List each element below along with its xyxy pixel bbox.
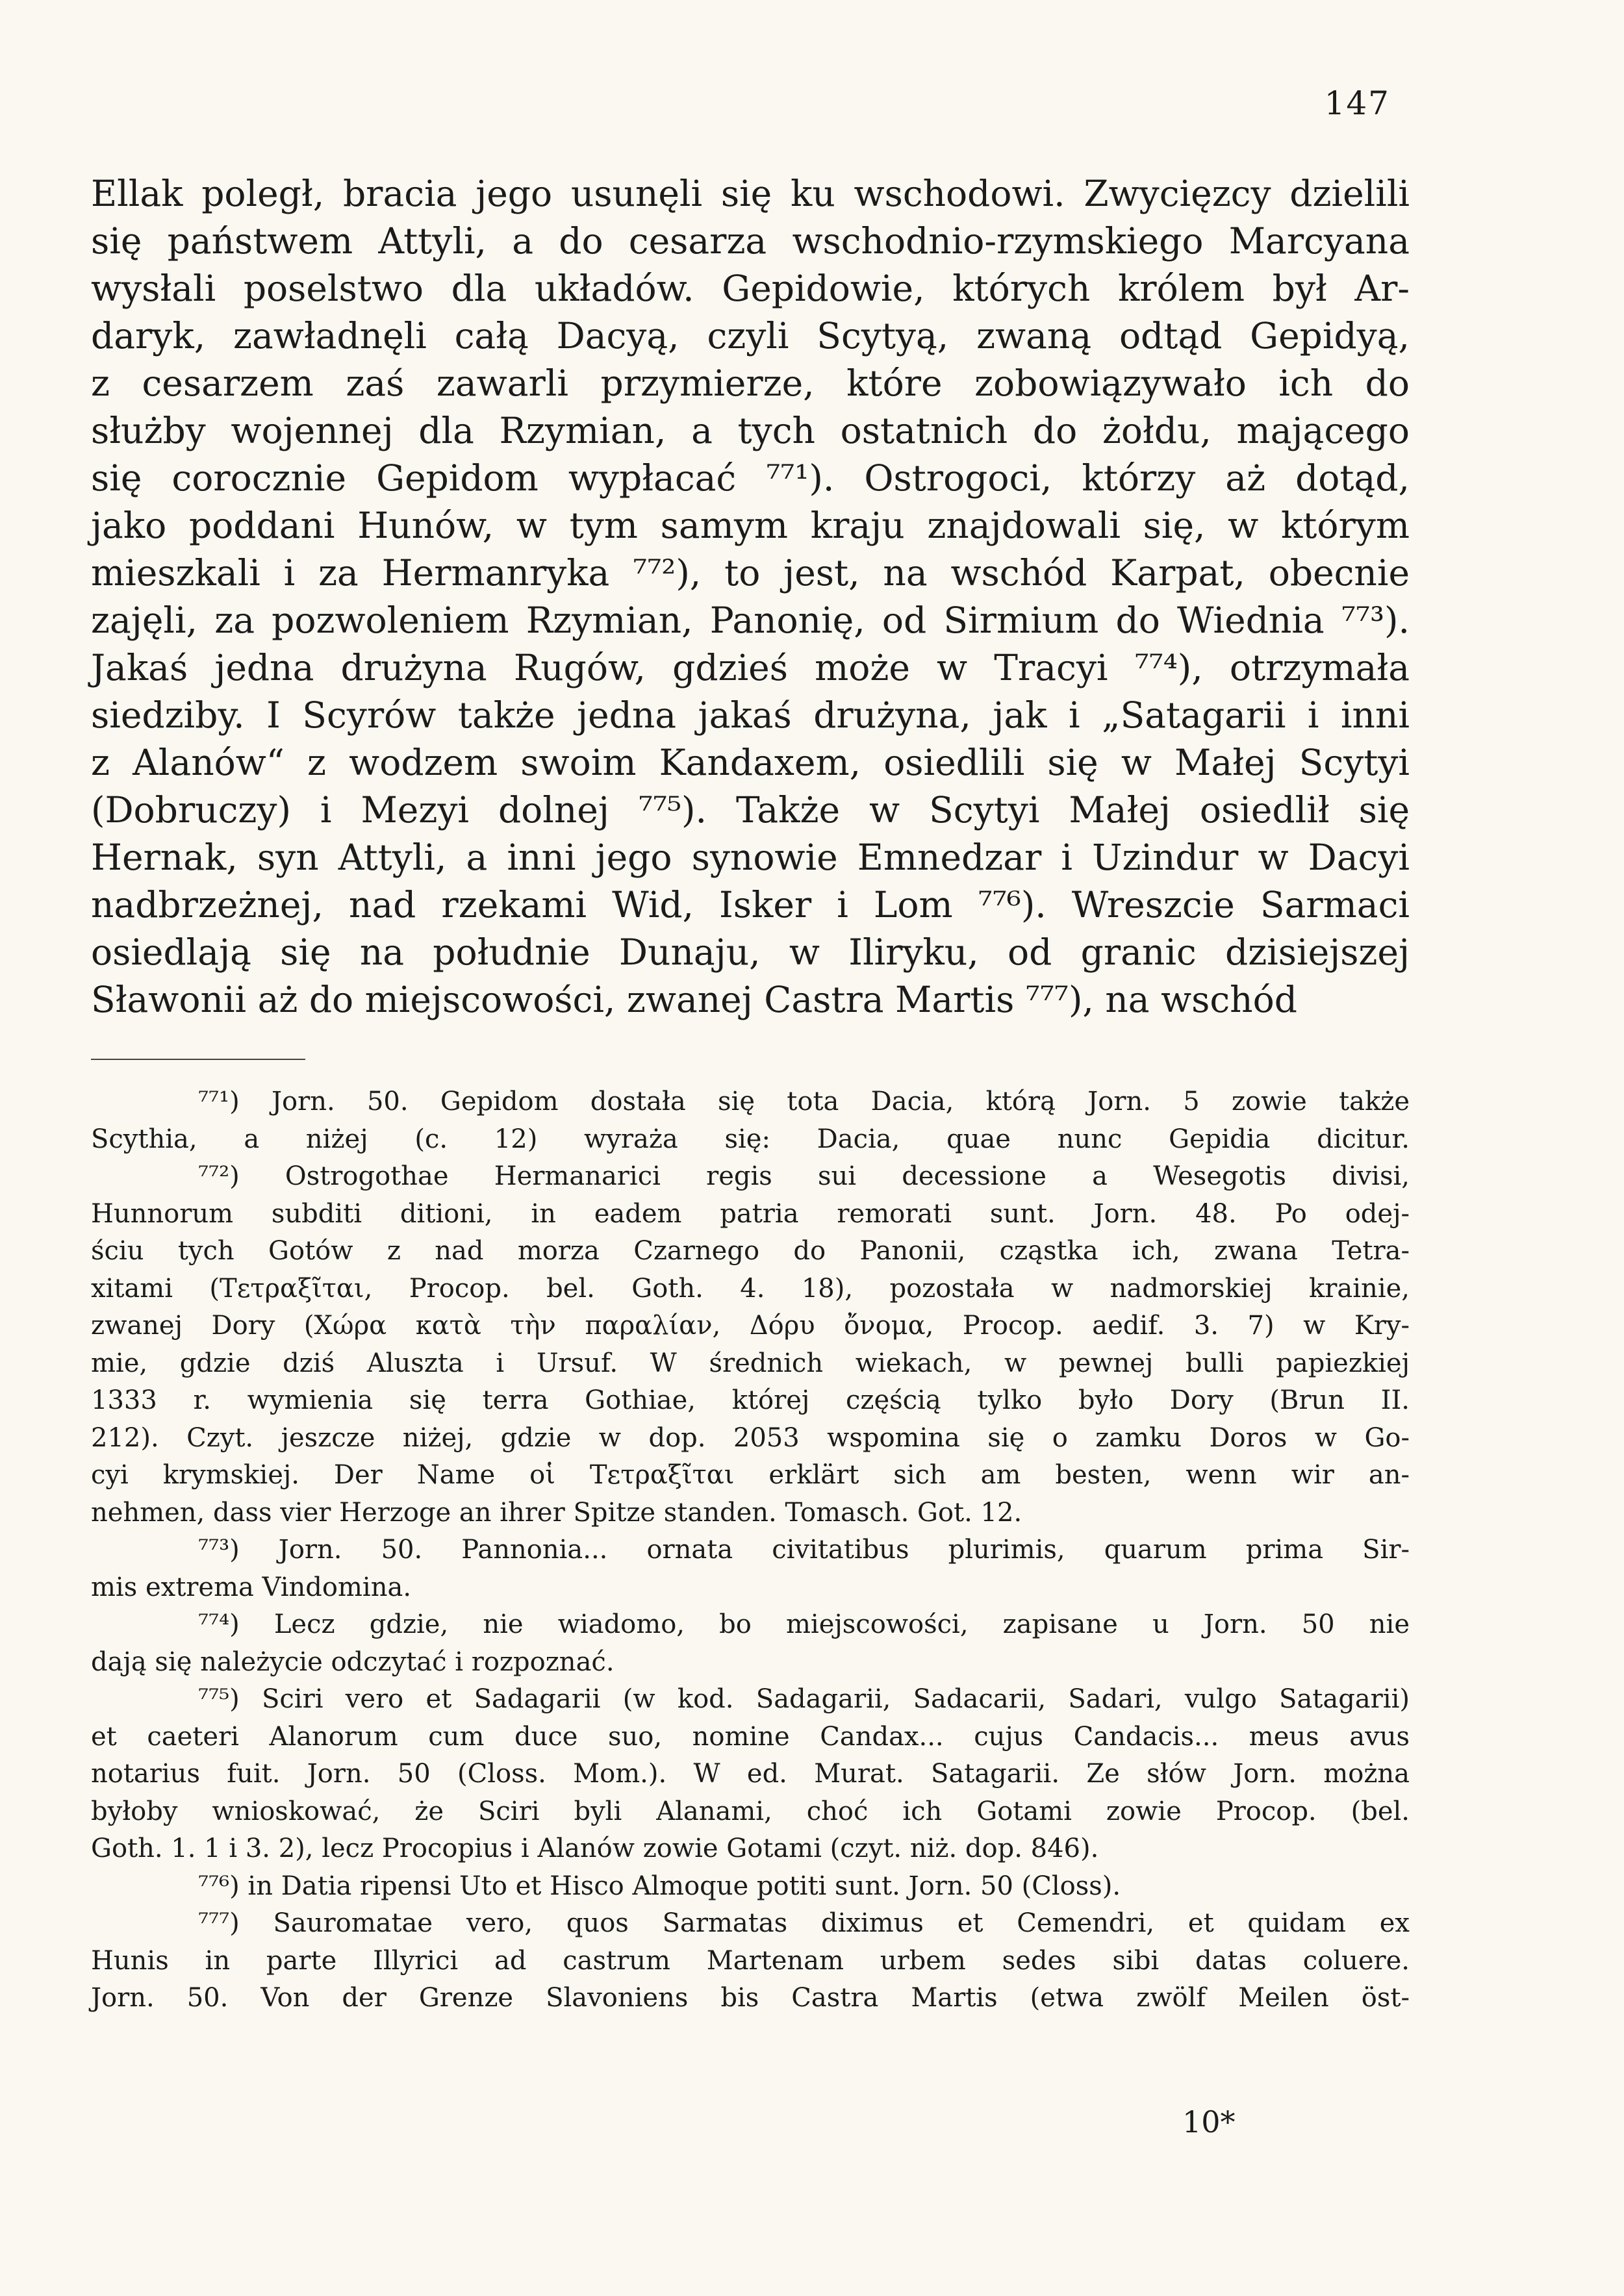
footnote-line: ściu tych Gotów z nad morza Czarnego do Panonii, cząstka ich, zwana Tetra-: [91, 1236, 1410, 1266]
footnote-line: ⁷⁷³) Jorn. 50. Pannonia... ornata civitatibus plurimis, quarum prima Sir-: [198, 1535, 1410, 1565]
footnote-line: mis extrema Vindomina.: [91, 1572, 412, 1602]
text-line: siedziby. I Scyrów także jedna jakaś drużyna, jak i „Satagarii i inni: [91, 694, 1410, 736]
text-line: służby wojennej dla Rzymian, a tych ostatnich do żołdu, mającego: [91, 410, 1410, 451]
text-line: mieszkali i za Hermanryka ⁷⁷²), to jest, na wschód Karpat, obecnie: [91, 552, 1410, 594]
text-line: Ellak poległ, bracia jego usunęli się ku wschodowi. Zwycięzcy dzielili: [91, 173, 1410, 214]
footnote-line: ⁷⁷¹) Jorn. 50. Gepidom dostała się tota Dacia, którą Jorn. 5 zowie także: [198, 1087, 1410, 1116]
footnote-line: 1333 r. wymienia się terra Gothiae, której częścią tylko było Dory (Brun II.: [91, 1385, 1410, 1415]
footnote-line: notarius fuit. Jorn. 50 (Closs. Mom.). W ed. Murat. Satagarii. Ze słów Jorn. można: [91, 1759, 1410, 1789]
footnote-line: et caeteri Alanorum cum duce suo, nomine Candax... cujus Candacis... meus avus: [91, 1721, 1410, 1752]
text-line: daryk, zawładnęli całą Dacyą, czyli Scytyą, zwaną odtąd Gepidyą,: [91, 315, 1410, 357]
footnote-line: byłoby wnioskować, że Sciri byli Alanami, choć ich Gotami zowie Procop. (bel.: [91, 1796, 1410, 1826]
footnote-line: Jorn. 50. Von der Grenze Slavoniens bis Castra Martis (etwa zwölf Meilen öst-: [91, 1983, 1410, 2013]
footnote-line: cyi krymskiej. Der Name οἱ Τετραξῖται erklärt sich am besten, wenn wir an-: [91, 1460, 1410, 1490]
footnote-line: Goth. 1. 1 i 3. 2), lecz Procopius i Alanów zowie Gotami (czyt. niż. dop. 846).: [91, 1834, 1099, 1863]
text-line: jako poddani Hunów, w tym samym kraju znajdowali się, w którym: [91, 505, 1410, 546]
text-line: zajęli, za pozwoleniem Rzymian, Panonię, od Sirmium do Wiednia ⁷⁷³).: [91, 599, 1410, 641]
text-line: Jakaś jedna drużyna Rugów, gdzieś może w Tracyi ⁷⁷⁴), otrzymała: [91, 647, 1410, 688]
text-line: Sławonii aż do miejscowości, zwanej Castra Martis ⁷⁷⁷), na wschód: [91, 979, 1297, 1020]
text-line: z cesarzem zaś zawarli przymierze, które zobowiązywało ich do: [91, 362, 1410, 404]
footnote-line: Hunnorum subditi ditioni, in eadem patria remorati sunt. Jorn. 48. Po odej-: [91, 1198, 1410, 1229]
main-text: [91, 170, 1410, 1024]
footnote-line: ⁷⁷⁷) Sauromatae vero, quos Sarmatas diximus et Cemendri, et quidam ex: [198, 1908, 1410, 1938]
text-line: wysłali poselstwo dla układów. Gepidowie, których królem był Ar-: [91, 268, 1410, 309]
footnote-line: ⁷⁷²) Ostrogothae Hermanarici regis sui decessione a Wesegotis divisi,: [198, 1161, 1410, 1191]
footnote-line: dają się należycie odczytać i rozpoznać.: [91, 1646, 615, 1677]
footnote-line: ⁷⁷⁶) in Datia ripensi Uto et Hisco Almoque potiti sunt. Jorn. 50 (Closs).: [198, 1871, 1121, 1901]
page-number: 147: [1324, 84, 1390, 122]
footnote-line: xitami (Τετραξῖται, Procop. bel. Goth. 4. 18), pozostała w nadmorskiej krainie,: [91, 1273, 1410, 1304]
footnote-line: mie, gdzie dziś Aluszta i Ursuf. W średnich wiekach, w pewnej bulli papiezkiej: [91, 1348, 1410, 1378]
footnote-line: ⁷⁷⁴) Lecz gdzie, nie wiadomo, bo miejscowości, zapisane u Jorn. 50 nie: [198, 1609, 1410, 1639]
text-line: z Alanów“ z wodzem swoim Kandaxem, osiedlili się w Małej Scytyi: [91, 742, 1410, 783]
footnote-line: 212). Czyt. jeszcze niżej, gdzie w dop. 2053 wspomina się o zamku Doros w Go-: [91, 1422, 1410, 1453]
text-line: się corocznie Gepidom wypłacać ⁷⁷¹). Ostrogoci, którzy aż dotąd,: [91, 457, 1410, 499]
signature-mark: 10*: [1182, 2104, 1236, 2139]
footnote-line: nehmen, dass vier Herzoge an ihrer Spitze standen. Tomasch. Got. 12.: [91, 1497, 1022, 1528]
footnote-line: Hunis in parte Illyrici ad castrum Martenam urbem sedes sibi datas coluere.: [91, 1945, 1410, 1976]
text-line: Hernak, syn Attyli, a inni jego synowie Emnedzar i Uzindur w Dacyi: [91, 837, 1410, 878]
footnotes: [91, 1083, 1410, 2017]
footnote-separator: [91, 1059, 305, 1060]
footnote-line: zwanej Dory (Χώρα κατὰ τὴν παραλίαν, Δόρυ ὄνομα, Procop. aedif. 3. 7) w Kry-: [91, 1311, 1410, 1341]
text-line: (Dobruczy) i Mezyi dolnej ⁷⁷⁵). Także w Scytyi Małej osiedlił się: [91, 789, 1410, 831]
text-line: nadbrzeżnej, nad rzekami Wid, Isker i Lom ⁷⁷⁶). Wreszcie Sarmaci: [91, 884, 1410, 926]
footnote-line: Scythia, a niżej (c. 12) wyraża się: Dacia, quae nunc Gepidia dicitur.: [91, 1124, 1410, 1154]
footnote-line: ⁷⁷⁵) Sciri vero et Sadagarii (w kod. Sadagarii, Sadacarii, Sadari, vulgo Satagarii): [198, 1684, 1410, 1714]
text-line: osiedlają się na południe Dunaju, w Iliryku, od granic dzisiejszej: [91, 931, 1410, 973]
text-line: się państwem Attyli, a do cesarza wschodnio-rzymskiego Marcyana: [91, 220, 1410, 262]
